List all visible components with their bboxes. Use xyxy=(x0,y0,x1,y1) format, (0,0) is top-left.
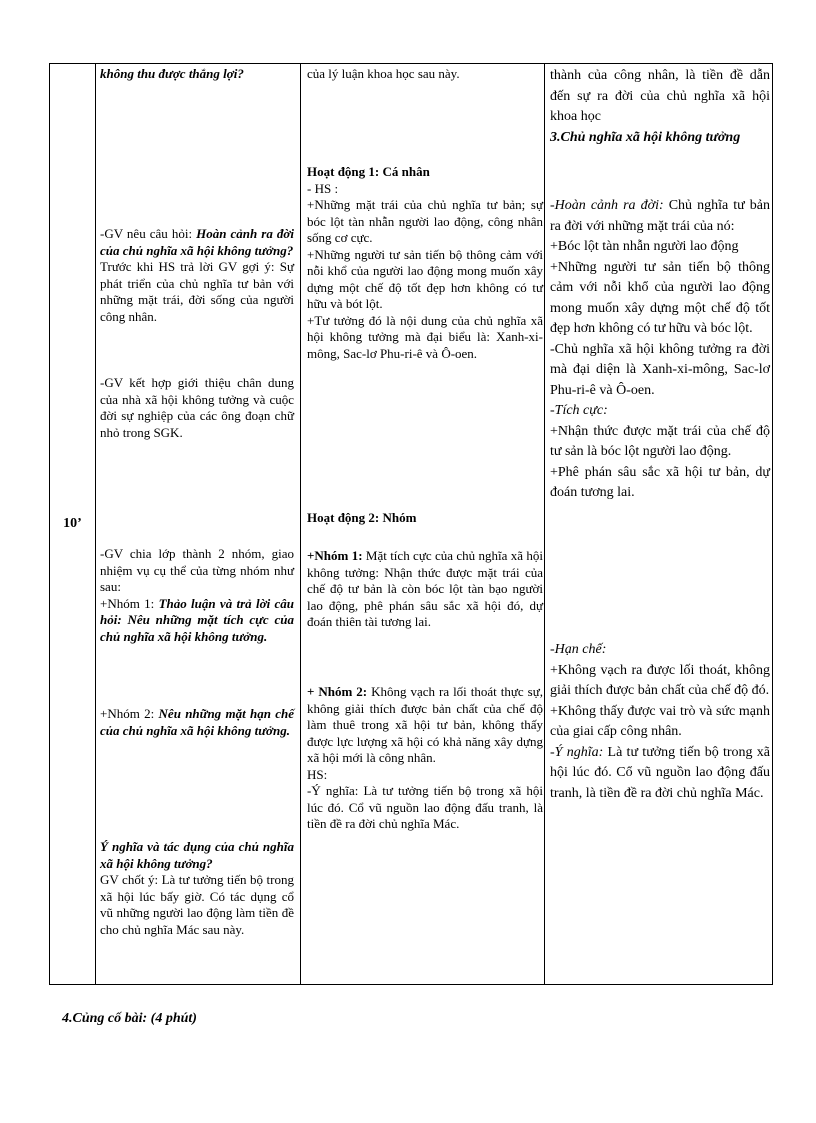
lesson-table xyxy=(49,63,773,985)
column-divider xyxy=(95,64,96,984)
positive-label: -Tích cực: xyxy=(550,403,608,418)
top-question: không thu được thắng lợi? xyxy=(100,66,244,81)
group2-answer: + Nhóm 2: Không vạch ra lối thoát thực sự, không giải thích được bản chất của chế độ làm thuê trong xã hội tư bản, không thấy được lực lượng xã hội có khả năng xây dựng xã hội mới là công nhân. xyxy=(307,684,543,765)
column-divider xyxy=(544,64,545,984)
limitation-point: +Không thấy được vai trò và sức mạnh của giai cấp công nhân. xyxy=(550,703,770,739)
limitation-label: -Hạn chế: xyxy=(550,642,607,657)
activity1-point: +Những người tư sản tiến bộ thông cảm với nỗi khổ của người lao động mong muốn xây dựng một chế độ tốt đẹp hơn không có tư hữu và bót lột. xyxy=(307,246,543,311)
meaning-text: -Ý nghĩa: Là tư tưởng tiến bộ trong xã hội lúc đó. Cổ vũ nguồn lao động đấu tranh, là tiền đề ra đời chủ nghĩa Mác. xyxy=(550,744,770,801)
positive-point: +Nhận thức được mặt trái của chế độ tư sản là bóc lột người lao động. xyxy=(550,423,770,459)
question-context: -GV nêu câu hỏi: Hoàn cảnh ra đời của chủ nghĩa xã hội không tưởng? xyxy=(100,226,295,258)
meaning-answer: -Ý nghĩa: Là tư tưởng tiến bộ trong xã hội lúc đó. Cổ vũ nguồn lao động đấu tranh, là tiền đề ra đời chủ nghĩa Mác. xyxy=(307,783,543,831)
portrait-intro: -GV kết hợp giới thiệu chân dung của nhà xã hội không tưởng và cuộc đời sự nghiệp của các ông đoạn chữ nhỏ trong SGK. xyxy=(100,375,294,440)
context-point: -Chủ nghĩa xã hội không tưởng ra đời mà đại diện là Xanh-xi-mông, Sac-lơ Phu-ri-ê và Ô-oen. xyxy=(550,341,770,398)
column-divider xyxy=(300,64,301,984)
section-heading: 3.Chủ nghĩa xã hội không tưởng xyxy=(550,129,741,145)
activity1-title: Hoạt động 1: Cá nhân xyxy=(307,164,430,179)
activity2-title: Hoạt động 2: Nhóm xyxy=(307,510,417,525)
activity1-point: +Những mặt trái của chủ nghĩa tư bản; sự bóc lột tàn nhẫn người lao động, công nhân sống cơ cực. xyxy=(307,197,543,245)
meaning-question: Ý nghĩa và tác dụng của chủ nghĩa xã hội không tưởng? xyxy=(100,839,294,871)
teacher-conclusion: GV chốt ý: Là tư tưởng tiến bộ trong xã hội lúc bấy giờ. Có tác dụng cổ vũ những người lao động làm tiền đề cho chủ nghĩa Mác sau này. xyxy=(100,872,294,937)
activity1-point: +Tư tưởng đó là nội dung của chủ nghĩa xã hội không tưởng mà đại biểu là: Xanh-xi-mông, Sac-lơ Phu-ri-ê và Ô-oen. xyxy=(307,312,543,361)
hs-label: HS: xyxy=(307,766,328,782)
top-text: thành của công nhân, là tiền đề dẫn đến sự ra đời của chủ nghĩa xã hội khoa học xyxy=(550,68,770,124)
top-text: của lý luận khoa học sau này. xyxy=(307,66,460,81)
time-cell: 10’ xyxy=(63,516,82,531)
section-footer: 4.Củng cố bài: (4 phút) xyxy=(62,1011,197,1026)
context-point: +Bóc lột tàn nhẫn người lao động xyxy=(550,239,739,254)
question-hint: Trước khi HS trả lời GV gợi ý: Sự phát triển của chủ nghĩa tư bản với những mặt trái, đời sống của người công nhân. xyxy=(100,259,294,324)
limitation-point: +Không vạch ra được lối thoát, không giải thích được bản chất của chế độ đó. xyxy=(550,662,770,698)
group1-answer: +Nhóm 1: Mặt tích cực của chủ nghĩa xã hội không tưởng: Nhận thức được mặt trái của chế độ tư bản là còn bóc lột tàn bạo người lao động, phê phán sâu sắc xã hội đó, dự đoán thiên tài tương lai. xyxy=(307,548,543,629)
groups-intro: -GV chia lớp thành 2 nhóm, giao nhiệm vụ cụ thể của từng nhóm như sau: xyxy=(100,546,294,594)
positive-point: +Phê phán sâu sắc xã hội tư bản, dự đoán tương lai. xyxy=(550,464,770,500)
context-point: +Những người tư sản tiến bộ thông cảm với nỗi khổ của người lao động mong muốn xây dựng một chế độ tốt đẹp hơn không có tư hữu và bóc lột. xyxy=(550,259,770,336)
group2-task: +Nhóm 2: Nêu những mặt hạn chế của chủ nghĩa xã hội không tưởng. xyxy=(100,706,294,738)
context-intro: -Hoàn cảnh ra đời: Chủ nghĩa tư bản ra đời với những mặt trái của nó: xyxy=(550,198,770,234)
group1-task: +Nhóm 1: Thảo luận và trả lời câu hỏi: Nêu những mặt tích cực của chủ nghĩa xã hội không tưởng. xyxy=(100,595,294,644)
activity1-hs: - HS : xyxy=(307,180,339,196)
